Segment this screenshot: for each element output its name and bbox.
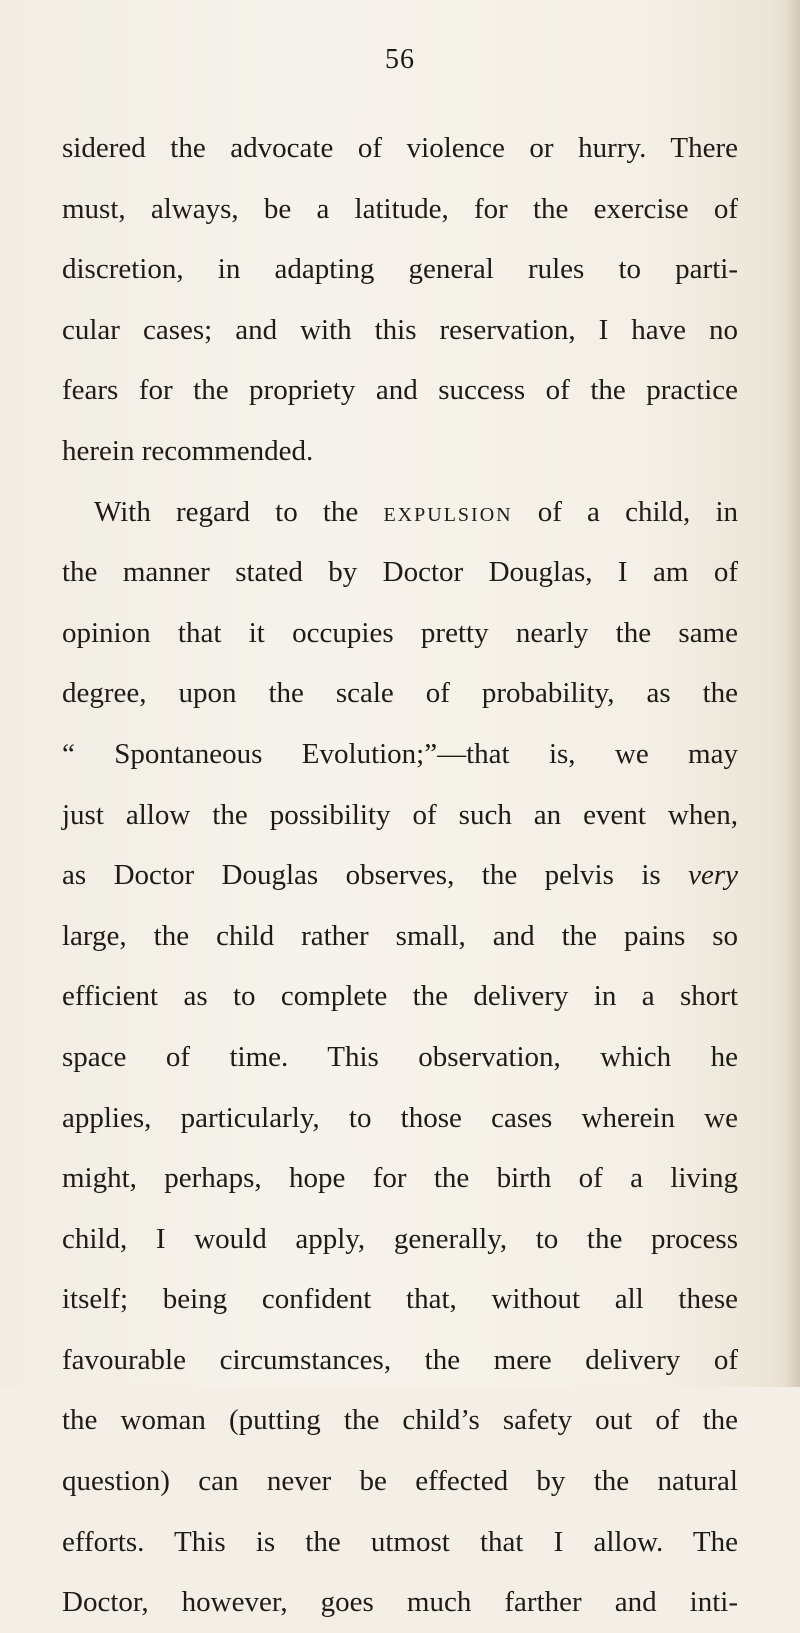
page-edge-shadow [786,0,800,1387]
text-line-24: efforts. This is the utmost that I allow. The [62,1525,738,1558]
text-line-7 [62,482,738,543]
text-line-18: might, perhaps, hope for the birth of a living [62,1162,738,1195]
text-line-2: must, always, be a latitude, for the exercise of [62,192,738,225]
text-line-4: cular cases; and with this reservation, I have no [62,313,738,346]
text-line-1: sidered the advocate of violence or hurry. There [62,132,738,164]
text-line-25: Doctor, however, goes much farther and inti- [62,1586,738,1619]
text-line-8: the manner stated by Doctor Douglas, I am of [62,556,738,589]
text-line-7-after: of a child, in [537,495,739,528]
text-line-17: applies, particularly, to those cases wherein we [62,1101,738,1134]
body-text [62,118,738,1633]
page-number: 56 [385,44,415,75]
text-line-7-before: With regard to the [94,495,359,528]
text-line-11: “ Spontaneous Evolution;”—that is, we may [62,737,738,770]
text-line-20: itself; being confident that, without all these [62,1283,738,1316]
text-line-13 [62,845,738,906]
text-line-19: child, I would apply, generally, to the process [62,1222,738,1255]
text-line-3: discretion, in adapting general rules to parti- [62,253,738,286]
text-line-15: efficient as to complete the delivery in a short [62,980,738,1013]
text-line-13-before: as Doctor Douglas observes, the pelvis is [62,859,661,892]
text-line-6: herein recommended. [62,434,314,467]
text-line-12: just allow the possibility of such an event when, [62,798,738,831]
text-line-23: question) can never be effected by the natural [62,1465,738,1498]
text-line-14: large, the child rather small, and the pains so [62,919,738,952]
text-line-10: degree, upon the scale of probability, as the [62,677,738,710]
text-line-22: the woman (putting the child’s safety out of the [62,1404,738,1437]
text-line-5: fears for the propriety and success of the practice [62,374,738,407]
text-line-9: opinion that it occupies pretty nearly the same [62,616,738,649]
text-line-16: space of time. This observation, which he [62,1040,738,1073]
italic-very: very [688,859,739,892]
text-line-21: favourable circumstances, the mere delivery of [62,1343,738,1376]
expulsion-term: expulsion [383,495,513,528]
